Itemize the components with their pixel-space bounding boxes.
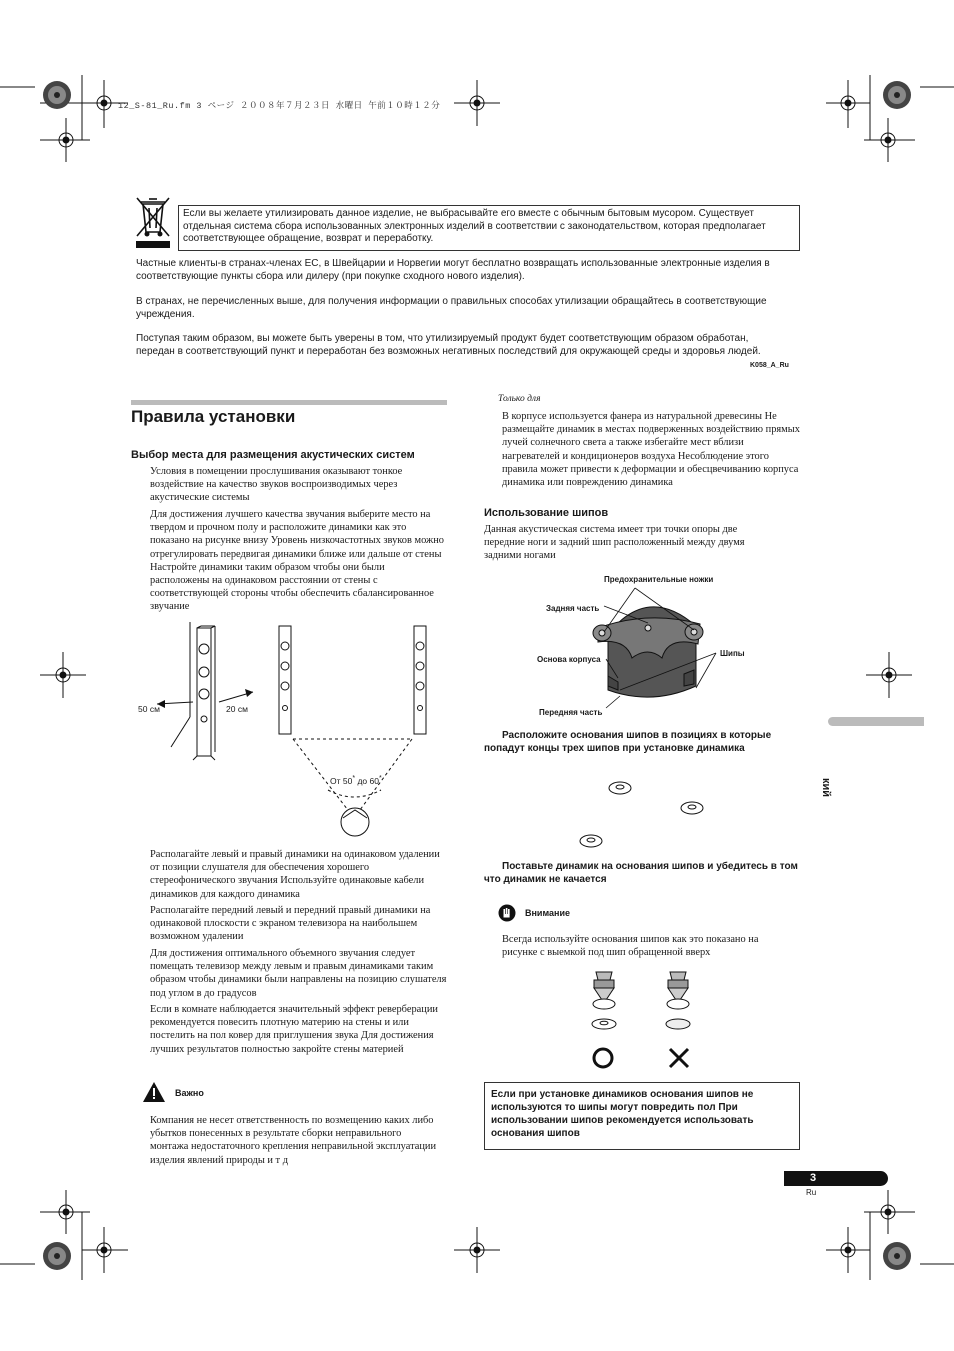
distance-label-50cm: 50 см bbox=[138, 704, 160, 714]
weee-paragraph-1: Частные клиенты-в странах-членах ЕС, в Швейцарии и Норвегии могут бесплатно возвращать использованные электронные изделия в соответствующие пункты сбора или дилеру (при покупке сходного нового изделия). bbox=[136, 258, 770, 282]
page-number-tab bbox=[784, 1171, 888, 1186]
caution-label: Внимание bbox=[525, 908, 570, 918]
angle-label-to: до 60 bbox=[355, 775, 379, 786]
section-heading-placement: Выбор места для размещения акустических систем bbox=[131, 449, 415, 461]
label-safety-feet: Предохранительные ножки bbox=[604, 575, 714, 584]
placement-paragraph-6: Если в комнате наблюдается значительный эффект реверберации рекомендуется повесить плотную материю на стены и или постелить на пол ковер для приглушения звука Для достижения лучших результатов полностью закройте стены материей bbox=[150, 1004, 438, 1055]
weee-notice-box: Если вы желаете утилизировать данное изделие, не выбрасывайте его вместе с обычным бытовым мусором. Существует отдельная система сбора использованных электронных изделий в соответствии с законодательством, которая предполагает соответствующее обращение, возврат и переработку. bbox=[178, 205, 800, 251]
distance-label-20cm: 20 см bbox=[226, 704, 248, 714]
important-paragraph: Компания не несет ответственность по возмещению каких либо убытков понесенных в результате сборки неправильного монтажа недостаточного крепления неправильной эксплуатации изделия явлений природы и т д bbox=[150, 1115, 437, 1166]
step-1: Расположите основания шипов в позициях в которые попадут концы трех шипов при установке динамика bbox=[484, 730, 772, 754]
placement-paragraph-5: Для достижения оптимального объемного звучания следует помещать телевизор между левым и правым динамиками таким образом чтобы динамики были направлены на позицию слушателя под углом в до градусов bbox=[150, 948, 447, 999]
caution-paragraph: Всегда используйте основания шипов как это показано на рисунке с выемкой под шип обращенной вверх bbox=[502, 934, 759, 959]
weee-bin-icon bbox=[134, 194, 172, 250]
spike-bases-layout bbox=[570, 775, 720, 855]
label-front: Передняя часть bbox=[539, 708, 603, 717]
page-title: Правила установки bbox=[131, 407, 296, 426]
angle-label bbox=[330, 774, 382, 786]
section-heading-spikes: Использование шипов bbox=[484, 507, 609, 519]
important-label: Важно bbox=[175, 1088, 204, 1098]
warning-triangle-icon bbox=[142, 1081, 166, 1103]
placement-paragraph-1: Условия в помещении прослушивания оказывают тонкое воздействие на качество звуков воспроизводимых через акустические системы bbox=[150, 466, 403, 504]
placement-paragraph-4: Располагайте передний левый и передний правый динамики на одинаковой плоскости с экраном телевизора на наибольшем возможном удалении bbox=[150, 905, 431, 943]
caution-hand-icon bbox=[498, 904, 516, 922]
only-for-note: Только для bbox=[498, 394, 541, 404]
weee-paragraph-3: Поступая таким образом, вы можете быть уверены в том, что утилизируемый продукт будет соответствующим образом обработан, передан в соответствующий пункт и переработан без возможных негативных последствий для окружающей среды и здоровья людей. bbox=[136, 333, 761, 357]
weee-paragraph-2: В странах, не перечисленных выше, для получения информации о правильных способах утилизации обращайтесь в соответствующие учреждения. bbox=[136, 296, 767, 320]
file-header: 12_S-81_Ru.fm 3 ページ ２００８年７月２３日 水曜日 午前１０時１２分 bbox=[118, 101, 441, 111]
placement-paragraph-3: Располагайте левый и правый динамики на одинаковом удалении от позиции слушателя для обеспечения хорошего стереофонического звучания Используйте одинаковые кабели динамиков для каждого динамика bbox=[150, 849, 440, 900]
step-2: Поставьте динамик на основания шипов и убедитесь в том что динамик не качается bbox=[484, 861, 798, 885]
page-language: Ru bbox=[806, 1188, 817, 1197]
spike-warning-box: Если при установке динамиков основания шипов не используются то шипы могут повредить пол При использовании шипов рекомендуется использовать основания шипов bbox=[484, 1082, 800, 1150]
angle-label-from: От 50 bbox=[330, 775, 353, 786]
side-tab-text: кий bbox=[820, 778, 832, 798]
base-figure-callouts bbox=[530, 580, 730, 710]
side-tab-bar bbox=[828, 717, 924, 726]
angle-degree-mark-1: * bbox=[352, 774, 356, 782]
title-rule bbox=[131, 400, 447, 405]
label-spikes: Шипы bbox=[720, 649, 745, 658]
spike-orientation-figure bbox=[580, 968, 710, 1073]
page-number: 3 bbox=[810, 1172, 817, 1184]
label-cabinet-base: Основа корпуса bbox=[537, 655, 601, 664]
wood-paragraph: В корпусе используется фанера из натуральной древесины Не размещайте динамик в местах подверженных воздействию прямых лучей солнечного света а также избегайте мест вблизи нагревателей и кондиционеров воздуха Несоблюдение этого правила может привести к деформации и обесцвечиванию корпуса динамика или повреждению динамика bbox=[502, 411, 800, 489]
weee-code: K058_A_Ru bbox=[750, 362, 789, 369]
label-back: Задняя часть bbox=[546, 604, 600, 613]
speaker-placement-figure bbox=[135, 622, 450, 840]
placement-paragraph-2: Для достижения лучшего качества звучания выберите место на твердом и прочном полу и расположите динамики как это показано на рисунке внизу Уровень низкочастотных звуков можно отрегулировать передвигая динамики ближе или дальше от стены Настройте динамики таким образом чтобы они были расположены на одинаковом расстоянии от стены с соответствующей стороны чтобы обеспечить сбалансированное звучание bbox=[150, 509, 444, 613]
angle-degree-mark-2: * bbox=[378, 774, 382, 782]
spikes-paragraph: Данная акустическая система имеет три точки опоры две передние ноги и задний шип расположенный между двумя задними ногами bbox=[484, 524, 745, 562]
